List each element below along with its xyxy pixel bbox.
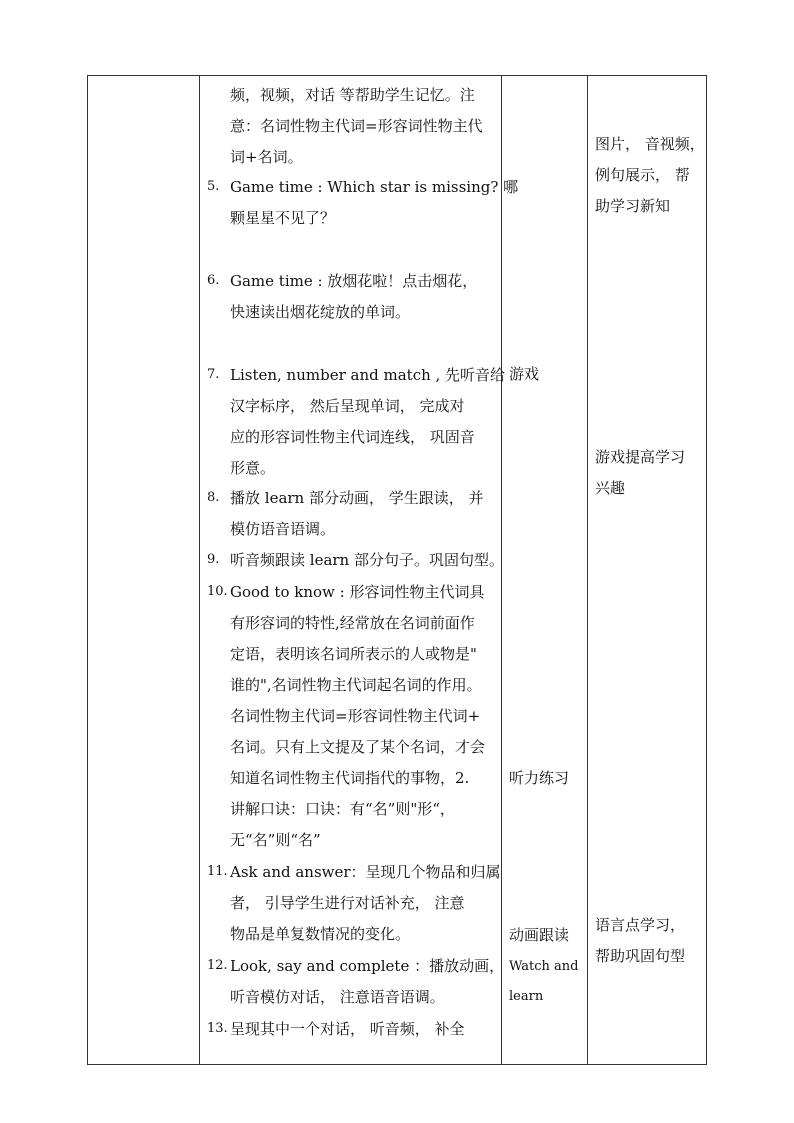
procedure-line: Game time : Which star is missing? 哪 [230, 178, 519, 196]
procedure-line: 无“名”则“名” [230, 831, 321, 849]
purpose-line: 游戏提高学习 [595, 448, 686, 466]
activity-label: 游戏 [509, 365, 540, 383]
step-number: 7. [207, 367, 220, 382]
procedure-line: 意：名词性物主代词=形容词性物主代 [230, 117, 483, 135]
step-number: 8. [207, 490, 220, 505]
procedure-line: Good to know : 形容词性物主代词具 [230, 583, 485, 601]
procedure-line: Listen, number and match , 先听音给 [230, 366, 506, 384]
procedure-line: 者， 引导学生进行对话补充， 注意 [230, 894, 465, 912]
purpose-cell [587, 76, 707, 1064]
procedure-line: Look, say and complete ：播放动画， [230, 957, 505, 975]
procedure-line: Game time : 放烟花啦！点击烟花， [230, 272, 478, 290]
purpose-line: 语言点学习， [595, 916, 686, 934]
procedure-line: 名词。只有上文提及了某个名词，才会 [230, 738, 486, 756]
step-number: 9. [207, 552, 220, 567]
activity-cell [501, 76, 587, 1064]
activity-label: 动画跟读 [509, 926, 570, 944]
procedure-line: 名词性物主代词=形容词性物主代词+ [230, 707, 481, 725]
step-number: 11. [207, 864, 228, 879]
lesson-plan-table [87, 75, 707, 1065]
procedure-line: 颗星星不见了？ [230, 209, 336, 227]
procedure-line: 词+名词。 [230, 148, 303, 166]
procedure-line: 呈现其中一个对话， 听音频， 补全 [230, 1020, 465, 1038]
step-number: 13. [207, 1021, 228, 1036]
purpose-line: 助学习新知 [595, 197, 671, 215]
procedure-line: 物品是单复数情况的变化。 [230, 925, 411, 943]
procedure-line: 谁的",名词性物主代词起名词的作用。 [230, 676, 482, 694]
step-number: 6. [207, 273, 220, 288]
procedure-line: 定语，表明该名词所表示的人或物是" [230, 645, 477, 663]
procedure-line: 汉字标序， 然后呈现单词， 完成对 [230, 397, 465, 415]
step-number: 12. [207, 958, 228, 973]
procedure-line: 听音频跟读 learn 部分句子。巩固句型。 [230, 551, 504, 569]
procedure-line: 听音模仿对话， 注意语音语调。 [230, 988, 445, 1006]
procedure-line: 有形容词的特性,经常放在名词前面作 [230, 614, 475, 632]
activity-label: Watch and [509, 959, 579, 974]
activity-label: 听力练习 [509, 769, 570, 787]
activity-label: learn [509, 989, 544, 1004]
procedure-line: 快速读出烟花绽放的单词。 [230, 303, 411, 321]
procedure-line: 知道名词性物主代词指代的事物，2. [230, 769, 470, 787]
procedure-line: Ask and answer：呈现几个物品和归属 [230, 863, 501, 881]
procedure-line: 频，视频，对话 等帮助学生记忆。注 [230, 86, 475, 104]
purpose-line: 图片， 音视频， [595, 135, 705, 153]
procedure-line: 讲解口诀：口诀：有“名”则"形“， [230, 800, 455, 818]
step-number: 5. [207, 179, 220, 194]
step-number: 10. [207, 584, 228, 599]
procedure-line: 形意。 [230, 459, 276, 477]
procedure-line: 应的形容词性物主代词连线， 巩固音 [230, 428, 475, 446]
procedure-line: 播放 learn 部分动画， 学生跟读， 并 [230, 489, 484, 507]
purpose-line: 兴趣 [595, 479, 626, 497]
purpose-line: 帮助巩固句型 [595, 947, 686, 965]
procedure-line: 模仿语音语调。 [230, 520, 336, 538]
teaching-procedure-cell [199, 76, 519, 1064]
purpose-line: 例句展示， 帮 [595, 166, 690, 184]
